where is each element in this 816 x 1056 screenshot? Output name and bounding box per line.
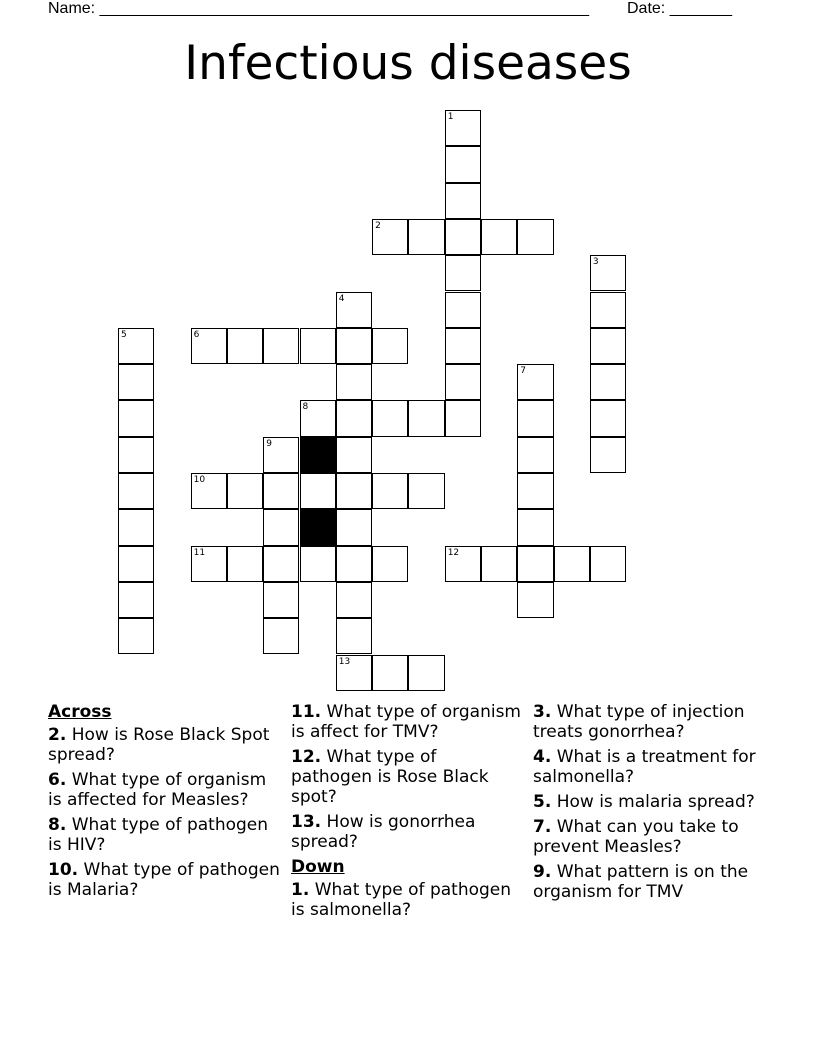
grid-cell[interactable] [590, 328, 626, 364]
date-field-label: Date: _______ [627, 0, 732, 17]
down-heading: Down [291, 857, 345, 877]
clue-number: 2 [375, 220, 381, 231]
grid-cell[interactable] [118, 400, 154, 436]
grid-cell[interactable] [118, 364, 154, 400]
grid-cell[interactable] [263, 473, 299, 509]
grid-cell[interactable] [336, 655, 372, 691]
grid-cell[interactable] [481, 546, 517, 582]
clue-across-10: 10. What type of pathogen is Malaria? [48, 860, 280, 900]
clue-down-9: 9. What pattern is on the organism for TMV [533, 862, 749, 902]
grid-cell[interactable] [336, 328, 372, 364]
grid-cell[interactable] [263, 618, 299, 654]
grid-cell[interactable] [517, 364, 553, 400]
black-square [300, 437, 336, 473]
clue-number: 10 [193, 475, 206, 485]
clue-column-3 [533, 702, 763, 907]
grid-cell[interactable] [445, 110, 481, 146]
grid-cell[interactable] [445, 546, 481, 582]
grid-cell[interactable] [118, 509, 154, 545]
grid-cell[interactable] [336, 618, 372, 654]
clue-column-2 [291, 702, 521, 925]
grid-cell[interactable] [445, 364, 481, 400]
grid-cell[interactable] [445, 183, 481, 219]
clue-number: 6 [193, 329, 200, 340]
grid-cell[interactable] [517, 509, 553, 545]
clue-down-1: 1. What type of pathogen is salmonella? [291, 880, 512, 920]
grid-cell[interactable] [372, 400, 408, 436]
grid-cell[interactable] [590, 437, 626, 473]
clue-number: 9 [266, 438, 272, 449]
grid-cell[interactable] [408, 219, 444, 255]
grid-cell[interactable] [590, 400, 626, 436]
clue-number: 12 [447, 547, 460, 558]
grid-cell[interactable] [300, 400, 336, 436]
grid-cell[interactable] [590, 364, 626, 400]
clue-number: 7 [520, 366, 527, 377]
grid-cell[interactable] [445, 400, 481, 436]
grid-cell[interactable] [445, 292, 481, 328]
grid-cell[interactable] [118, 546, 154, 582]
page-title: Infectious diseases [184, 36, 632, 91]
grid-cell[interactable] [336, 509, 372, 545]
grid-cell[interactable] [372, 328, 408, 364]
grid-cell[interactable] [445, 328, 481, 364]
grid-cell[interactable] [372, 473, 408, 509]
grid-cell[interactable] [517, 219, 553, 255]
clue-across-6: 6. What type of organism is affected for Measles? [48, 770, 267, 810]
clue-across-13: 13. How is gonorrhea spread? [291, 812, 476, 852]
grid-cell[interactable] [336, 546, 372, 582]
clue-number: 4 [338, 293, 345, 304]
grid-cell[interactable] [263, 509, 299, 545]
grid-cell[interactable] [300, 473, 336, 509]
grid-cell[interactable] [118, 618, 154, 654]
clue-down-5: 5. How is malaria spread? [533, 792, 755, 812]
clue-number: 11 [193, 547, 206, 558]
grid-cell[interactable] [263, 437, 299, 473]
grid-cell[interactable] [408, 655, 444, 691]
clue-down-7: 7. What can you take to prevent Measles? [533, 817, 739, 857]
grid-cell[interactable] [118, 437, 154, 473]
clue-across-12: 12. What type of pathogen is Rose Black spot? [291, 747, 489, 807]
grid-cell[interactable] [336, 364, 372, 400]
clue-number: 1 [447, 112, 454, 122]
clue-across-8: 8. What type of pathogen is HIV? [48, 815, 269, 855]
grid-cell[interactable] [517, 473, 553, 509]
clue-down-3: 3. What type of injection treats gonorrhea? [533, 702, 745, 742]
grid-cell[interactable] [517, 546, 553, 582]
grid-cell[interactable] [517, 437, 553, 473]
grid-cell[interactable] [445, 219, 481, 255]
grid-cell[interactable] [227, 473, 263, 509]
grid-cell[interactable] [263, 328, 299, 364]
clue-across-2: 2. How is Rose Black Spot spread? [48, 725, 270, 765]
grid-cell[interactable] [336, 437, 372, 473]
clue-number: 3 [592, 257, 599, 268]
grid-cell[interactable] [336, 582, 372, 618]
clue-across-11: 11. What type of organism is affect for TMV? [291, 702, 521, 742]
grid-cell[interactable] [554, 546, 590, 582]
name-field-label: Name: _______________________________________________________ [48, 0, 589, 17]
clue-number: 8 [302, 402, 309, 413]
grid-cell[interactable] [118, 582, 154, 618]
clue-down-4: 4. What is a treatment for salmonella? [533, 747, 756, 787]
grid-cell[interactable] [481, 219, 517, 255]
clue-number: 13 [338, 656, 351, 667]
grid-cell[interactable] [263, 546, 299, 582]
grid-cell[interactable] [263, 582, 299, 618]
clue-column-1 [48, 702, 284, 905]
grid-cell[interactable] [445, 146, 481, 182]
grid-cell[interactable] [191, 328, 227, 364]
grid-cell[interactable] [517, 400, 553, 436]
grid-cell[interactable] [445, 255, 481, 291]
grid-cell[interactable] [408, 400, 444, 436]
grid-cell[interactable] [191, 546, 227, 582]
grid-cell[interactable] [336, 292, 372, 328]
clue-number: 5 [121, 329, 127, 340]
grid-cell[interactable] [590, 546, 626, 582]
grid-cell[interactable] [372, 655, 408, 691]
grid-cell[interactable] [336, 473, 372, 509]
grid-cell[interactable] [517, 582, 553, 618]
grid-cell[interactable] [118, 328, 154, 364]
grid-cell[interactable] [372, 219, 408, 255]
grid-cell[interactable] [227, 546, 263, 582]
grid-cell[interactable] [590, 292, 626, 328]
grid-cell[interactable] [227, 328, 263, 364]
black-square [300, 509, 336, 545]
across-heading: Across [48, 702, 112, 722]
grid-cell[interactable] [408, 473, 444, 509]
grid-cell[interactable] [300, 328, 336, 364]
grid-cell[interactable] [300, 546, 336, 582]
grid-cell[interactable] [191, 473, 227, 509]
grid-cell[interactable] [336, 400, 372, 436]
grid-cell[interactable] [372, 546, 408, 582]
grid-cell[interactable] [118, 473, 154, 509]
grid-cell[interactable] [590, 255, 626, 291]
